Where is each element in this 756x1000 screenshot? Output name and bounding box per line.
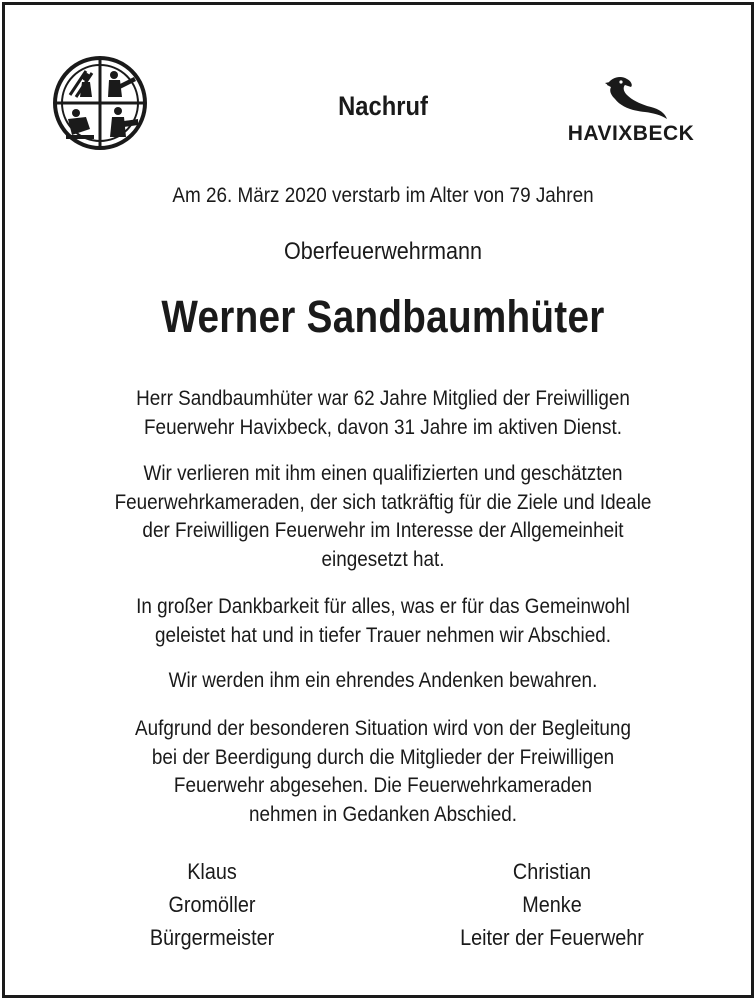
paragraph-remembrance bbox=[43, 667, 723, 696]
text-line: Aufgrund der besonderen Situation wird von der Begleitung bbox=[135, 717, 631, 740]
signatory-role: Leiter der Feuerwehr bbox=[460, 925, 644, 950]
signatory-last-name: Menke bbox=[522, 892, 582, 917]
intro-line: Am 26. März 2020 verstarb im Alter von 79 Jahren bbox=[172, 184, 594, 207]
text-line: Feuerwehr Havixbeck, davon 31 Jahre im aktiven Dienst. bbox=[144, 415, 622, 439]
signatory-fire-chief bbox=[417, 855, 687, 954]
paragraph-situation bbox=[43, 715, 723, 829]
signatory-mayor bbox=[77, 855, 347, 954]
text-line: Feuerwehrkameraden, der sich tatkräftig für die Ziele und Ideale bbox=[114, 490, 652, 514]
paragraph-tribute bbox=[43, 460, 723, 574]
deceased-name: Werner Sandbaumhüter bbox=[161, 291, 605, 342]
text-line: eingesetzt hat. bbox=[321, 547, 445, 571]
paragraph-gratitude bbox=[43, 593, 723, 650]
signatory-last-name: Gromöller bbox=[168, 892, 256, 917]
havixbeck-logo bbox=[549, 71, 713, 145]
obituary-notice bbox=[2, 2, 754, 998]
paragraph-membership bbox=[43, 385, 723, 442]
text-line: bei der Beerdigung durch die Mitglieder der Freiwilligen bbox=[151, 745, 615, 769]
text-line: In großer Dankbarkeit für alles, was er für das Gemeinwohl bbox=[136, 595, 630, 618]
logo-wordmark: HAVIXBECK bbox=[567, 122, 695, 145]
deceased-rank: Oberfeuerwehrmann bbox=[283, 238, 483, 265]
text-line: geleistet hat und in tiefer Trauer nehmen wir Abschied. bbox=[155, 623, 611, 647]
text-line: Herr Sandbaumhüter war 62 Jahre Mitglied der Freiwilligen bbox=[136, 387, 630, 410]
signatory-first-name: Christian bbox=[512, 859, 592, 884]
text-line: Feuerwehr abgesehen. Die Feuerwehrkameraden bbox=[173, 774, 593, 797]
eagle-logo-icon bbox=[549, 71, 713, 123]
signatory-first-name: Klaus bbox=[187, 859, 237, 884]
signatory-role: Bürgermeister bbox=[149, 925, 275, 950]
text-line: der Freiwilligen Feuerwehr im Interesse der Allgemeinheit bbox=[142, 519, 624, 542]
text-line: nehmen in Gedanken Abschied. bbox=[249, 802, 517, 826]
notice-heading: Nachruf bbox=[338, 91, 428, 121]
text-line: Wir verlieren mit ihm einen qualifizierten und geschätzten bbox=[143, 462, 623, 485]
text-line: Wir werden ihm ein ehrendes Andenken bewahren. bbox=[168, 669, 598, 692]
